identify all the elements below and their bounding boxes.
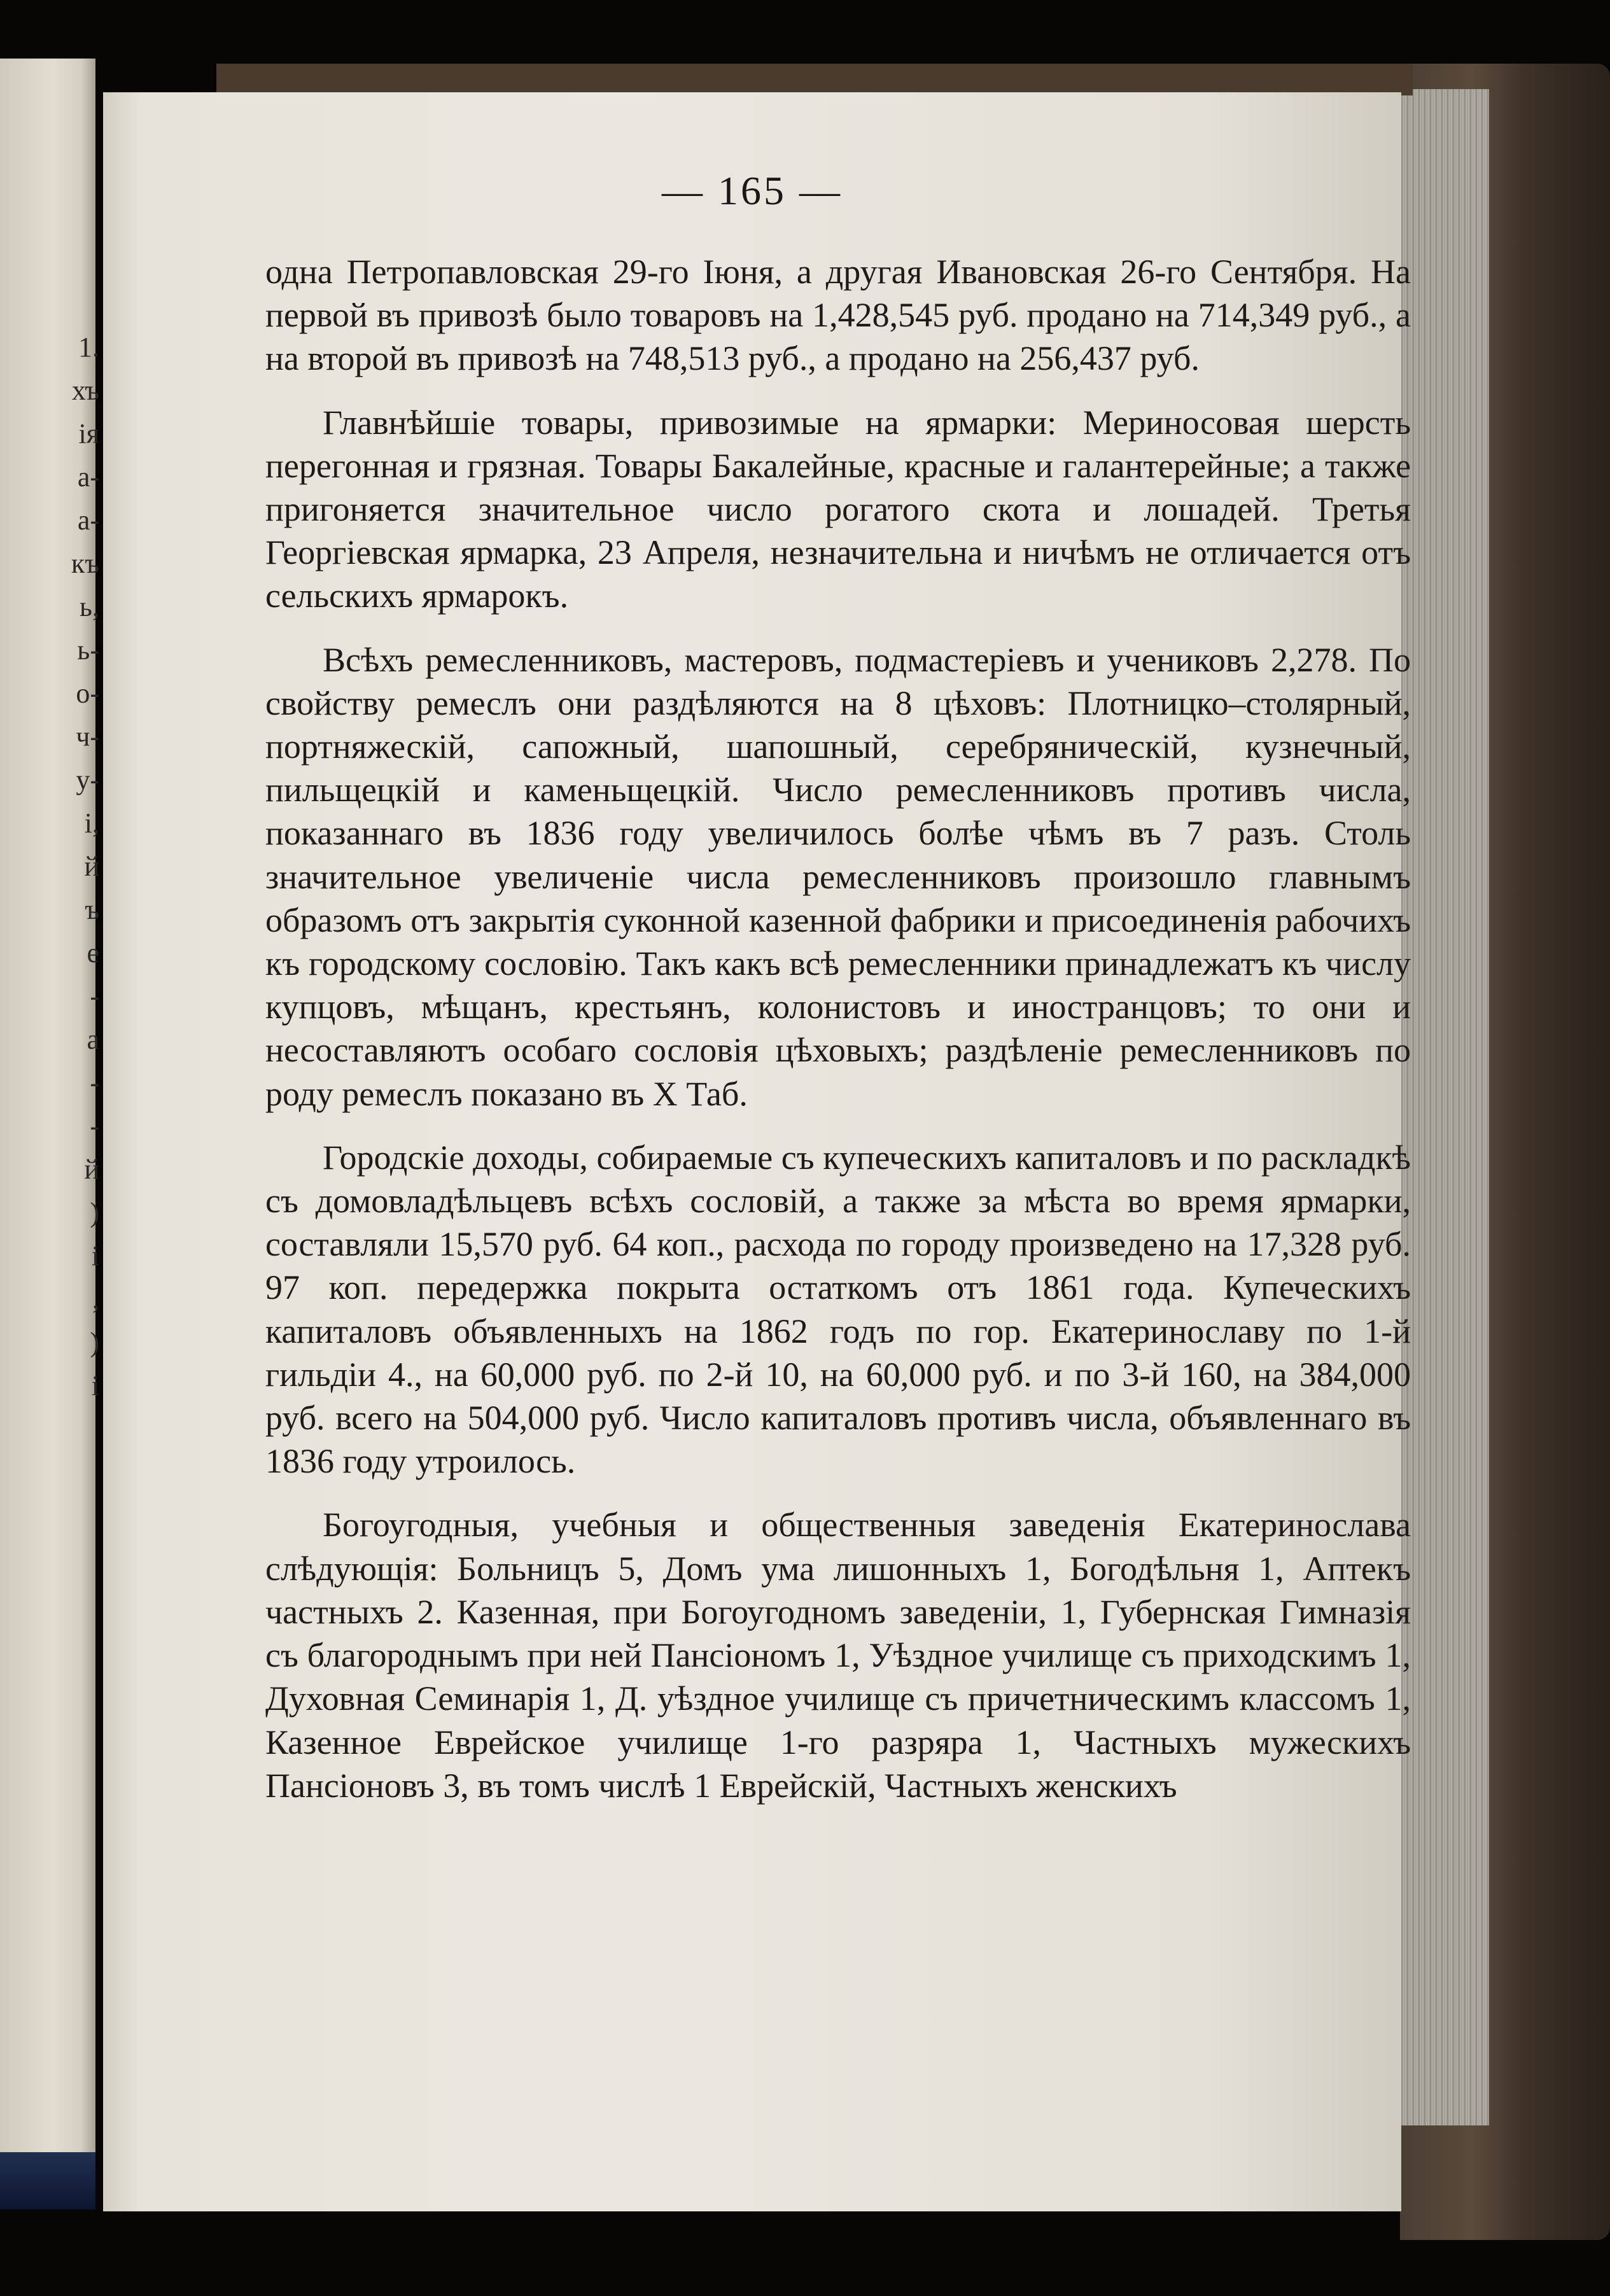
edge-fragment: е [87,937,99,969]
previous-page-edge [0,59,99,2209]
paragraph-3: Всѣхъ ремесленниковъ, мастеровъ, подмастеріевъ и учениковъ 2,278. По свойству ремеслъ они раздѣляются на 8 цѣховъ: Плотницко–столярный, портняжескій, сапожный, шапошный, серебряническій, кузнечный, пильщецкій и каменьщецкій. Число ремесленниковъ противъ числа, показаннаго въ 1836 году увеличилось болѣе чѣмъ въ 7 разъ. Столь значительное увеличеніе числа ремесленниковъ произошло главнымъ образомъ отъ закрытія суконной казенной фабрики и присоединенія рабочихъ къ городскому сословію. Такъ какъ всѣ ремесленники принадлежатъ къ числу купцовъ, мѣщанъ, крестьянъ, колонистовъ и иностранцовъ; то они и несоставляютъ особаго сословія цѣховыхъ; раздѣленіе ремесленниковъ по роду ремеслъ показано въ X Таб. [265,640,1411,1113]
previous-page-text-fragments [71,326,99,1408]
edge-fragment: - [90,981,99,1012]
edge-fragment: ія [78,418,99,449]
edge-fragment: - [90,1067,99,1098]
edge-fragment: къ [71,548,99,579]
page-body [265,250,1411,1828]
edge-fragment: хъ [71,375,99,406]
edge-fragment: і, [84,808,99,839]
edge-fragment: ) [90,1197,99,1228]
edge-fragment: і [91,1240,99,1271]
edge-fragment: і [91,1370,99,1401]
edge-fragment: о- [76,678,99,709]
edge-fragment: ) [90,1327,99,1358]
page-number: — 165 — [662,168,843,213]
edge-fragment: ь- [77,634,99,666]
edge-fragment: ч- [76,721,99,752]
edge-fragment: , [92,1284,99,1315]
edge-fragment: ъ [85,894,99,925]
book-page [103,92,1411,2211]
edge-fragment: а [87,1024,99,1055]
edge-fragment: й [84,1154,99,1185]
edge-fragment: а- [77,461,99,493]
edge-fragment: у- [76,764,99,795]
edge-fragment: а- [77,505,99,536]
edge-fragment: - [90,1110,99,1142]
paragraph-2: Главнѣйшіе товары, привозимые на ярмарки: Мериносовая шерсть перегонная и грязная. Товары Бакалейные, красные и галантерейные; а также пригоняется значительное число рогатого скота и лошадей. Третья Георгіевская ярмарка, 23 Апреля, незначительна и ничѣмъ не отличается отъ сельскихъ ярмарокъ. [265,403,1411,615]
edge-fragment: 1. [78,332,99,363]
book-cover-top [216,64,1413,95]
paragraph-5: Богоугодныя, учебныя и общественныя заведенія Екатеринослава слѣдующія: Больницъ 5, Домъ ума лишонныхъ 1, Богодѣльня 1, Аптекъ частныхъ 2. Казенная, при Богоугодномъ заведеніи, 1, Губернская Гимназія съ благороднымъ при ней Пансіономъ 1, Уѣздное училище съ приходскимъ 1, Духовная Семинарія 1, Д. уѣздное училище съ причетническимъ классомъ 1, Казенное Еврейское училище 1-го разряра 1, Частныхъ мужескихъ Пансіоновъ 3, въ томъ числѣ 1 Еврейскій, Частныхъ женскихъ [265,1506,1411,1805]
edge-fragment: ь, [79,591,99,622]
edge-fragment: й [84,851,99,882]
paragraph-4: Городскіе доходы, собираемые съ купеческихъ капиталовъ и по раскладкѣ съ домовладѣльцевъ всѣхъ сословій, а также за мѣста во время ярмарки, составляли 15,570 руб. 64 коп., расхода по городу произведено на 17,328 руб. 97 коп. передержка покрыта остаткомъ отъ 1861 года. Купеческихъ капиталовъ объявленныхъ на 1862 годъ по гор. Екатеринославу по 1-й гильдіи 4., на 60,000 руб. по 2-й 10, на 60,000 руб. и по 3-й 160, на 384,000 руб. всего на 504,000 руб. Число капиталовъ противъ числа, объявленнаго въ 1836 году утроилось. [265,1138,1411,1481]
paragraph-1: одна Петропавловская 29-го Іюня, а другая Ивановская 26-го Сентября. На первой въ привозѣ было товаровъ на 1,428,545 руб. продано на 714,349 руб., а на второй въ привозѣ на 748,513 руб., а продано на 256,437 руб. [265,253,1411,378]
page-corner-shadow [0,2152,95,2209]
